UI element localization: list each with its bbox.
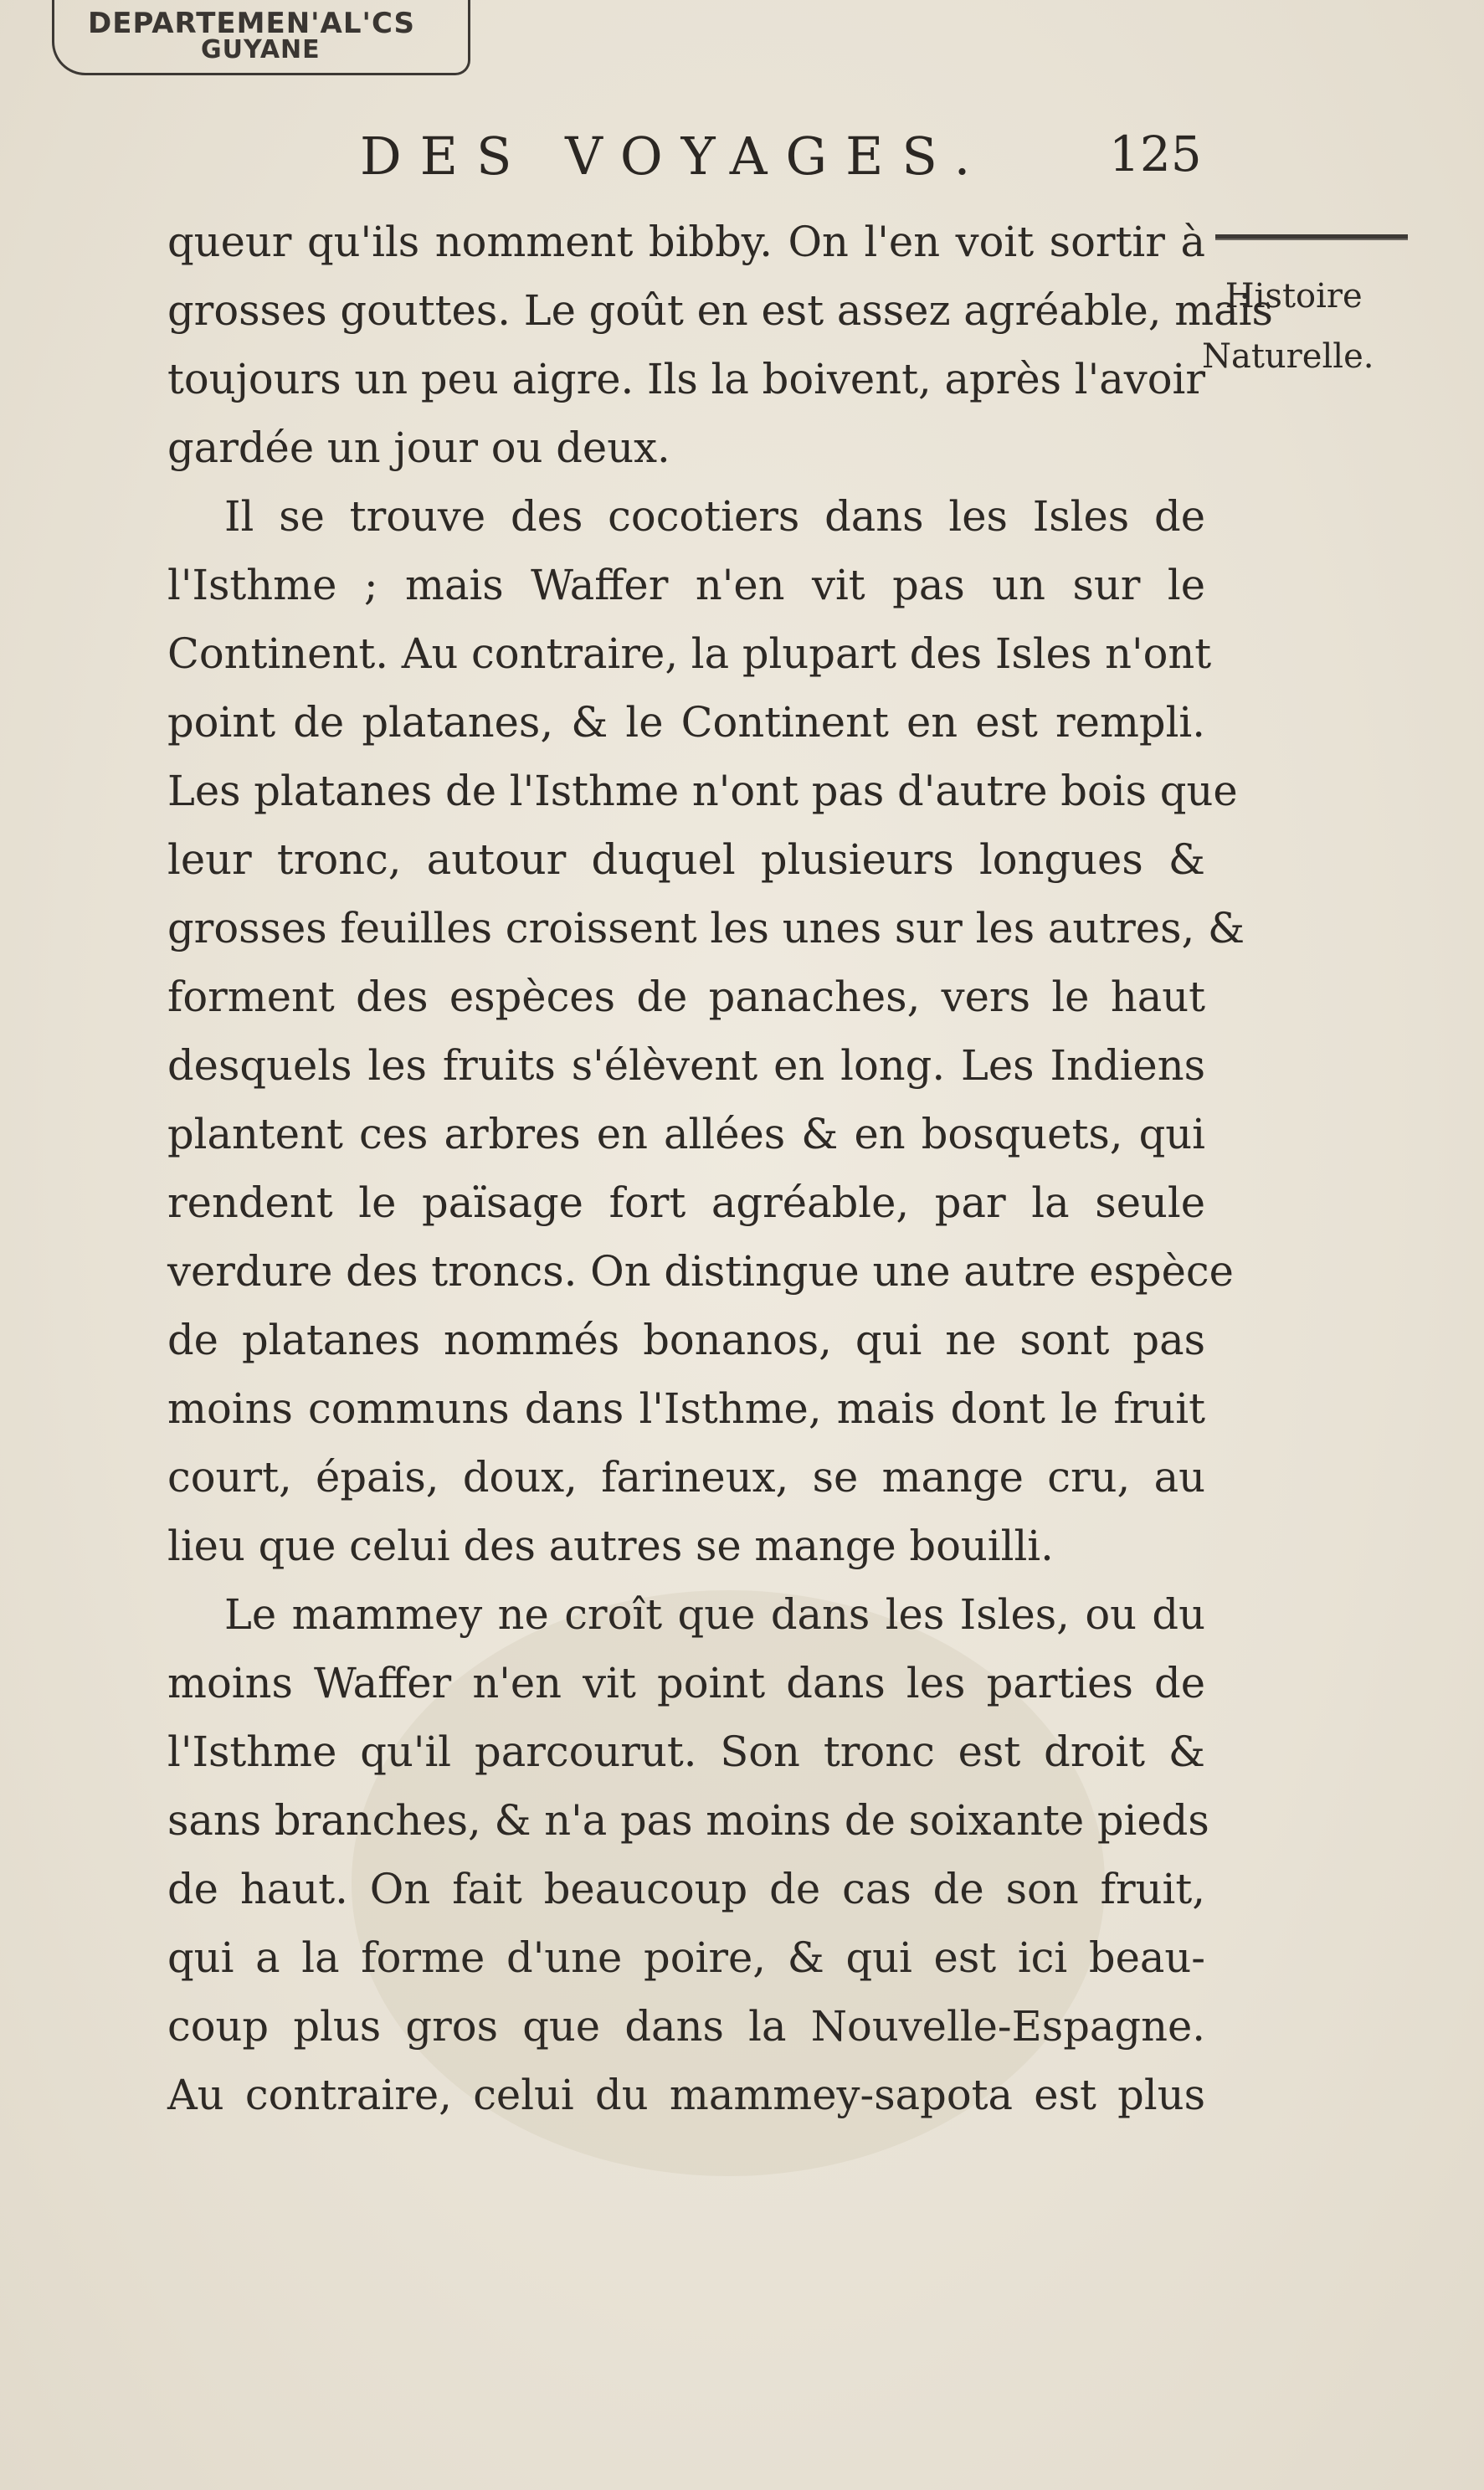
text-line: Au contraire, celui du mammey-sapota est plus xyxy=(167,2071,1205,2119)
text-line: l'Isthme ; mais Waffer n'en vit pas un sur le xyxy=(167,561,1205,609)
text-line: de haut. On fait beaucoup de cas de son fruit, xyxy=(167,1865,1205,1913)
stamp-line-1: DEPARTEMEN'AL'CS xyxy=(88,7,416,40)
text-line: Les platanes de l'Isthme n'ont pas d'autre bois que xyxy=(167,767,1238,815)
text-line: gardée un jour ou deux. xyxy=(167,424,670,472)
text-line: lieu que celui des autres se mange bouilli. xyxy=(167,1522,1054,1570)
text-line: point de platanes, & le Continent en est rempli. xyxy=(167,698,1205,747)
running-head-title: DES VOYAGES. xyxy=(360,126,989,187)
body-text xyxy=(167,208,1273,2129)
text-line: de platanes nommés bonanos, qui ne sont pas xyxy=(167,1316,1205,1364)
text-line: plantent ces arbres en allées & en bosquets, qui xyxy=(167,1110,1205,1158)
text-line: queur qu'ils nomment bibby. On l'en voit sortir à xyxy=(167,218,1205,266)
text-line: moins Waffer n'en vit point dans les parties de xyxy=(167,1659,1205,1707)
text-line: Il se trouve des cocotiers dans les Isles de xyxy=(224,492,1205,541)
text-line: verdure des troncs. On distingue une autre espèce xyxy=(167,1247,1234,1296)
text-line: grosses gouttes. Le goût en est assez agréable, mais xyxy=(167,286,1273,335)
text-line: court, épais, doux, farineux, se mange cru, au xyxy=(167,1453,1205,1502)
text-line: toujours un peu aigre. Ils la boivent, après l'avoir xyxy=(167,355,1205,403)
text-line: forment des espèces de panaches, vers le haut xyxy=(167,973,1205,1021)
text-line: desquels les fruits s'élèvent en long. Les Indiens xyxy=(167,1041,1205,1090)
text-line: leur tronc, autour duquel plusieurs longues & xyxy=(167,835,1205,884)
margin-note-line-2: Naturelle. xyxy=(1202,337,1374,376)
text-line: qui a la forme d'une poire, & qui est ici beau- xyxy=(167,1933,1205,1982)
text-line: grosses feuilles croissent les unes sur les autres, & xyxy=(167,904,1245,952)
margin-rule xyxy=(1215,234,1408,240)
text-line: l'Isthme qu'il parcourut. Son tronc est droit & xyxy=(167,1728,1205,1776)
text-line: coup plus gros que dans la Nouvelle-Espagne. xyxy=(167,2002,1205,2051)
margin-note-line-1: Histoire xyxy=(1225,277,1363,316)
page-number: 125 xyxy=(1109,126,1202,182)
text-line: Continent. Au contraire, la plupart des Isles n'ont xyxy=(167,629,1212,678)
text-line: sans branches, & n'a pas moins de soixante pieds xyxy=(167,1796,1209,1845)
text-line: rendent le païsage fort agréable, par la seule xyxy=(167,1178,1205,1227)
library-stamp xyxy=(52,0,470,75)
text-line: Le mammey ne croît que dans les Isles, ou du xyxy=(224,1590,1205,1639)
stamp-line-2: GUYANE xyxy=(201,35,321,64)
text-line: moins communs dans l'Isthme, mais dont le fruit xyxy=(167,1384,1205,1433)
